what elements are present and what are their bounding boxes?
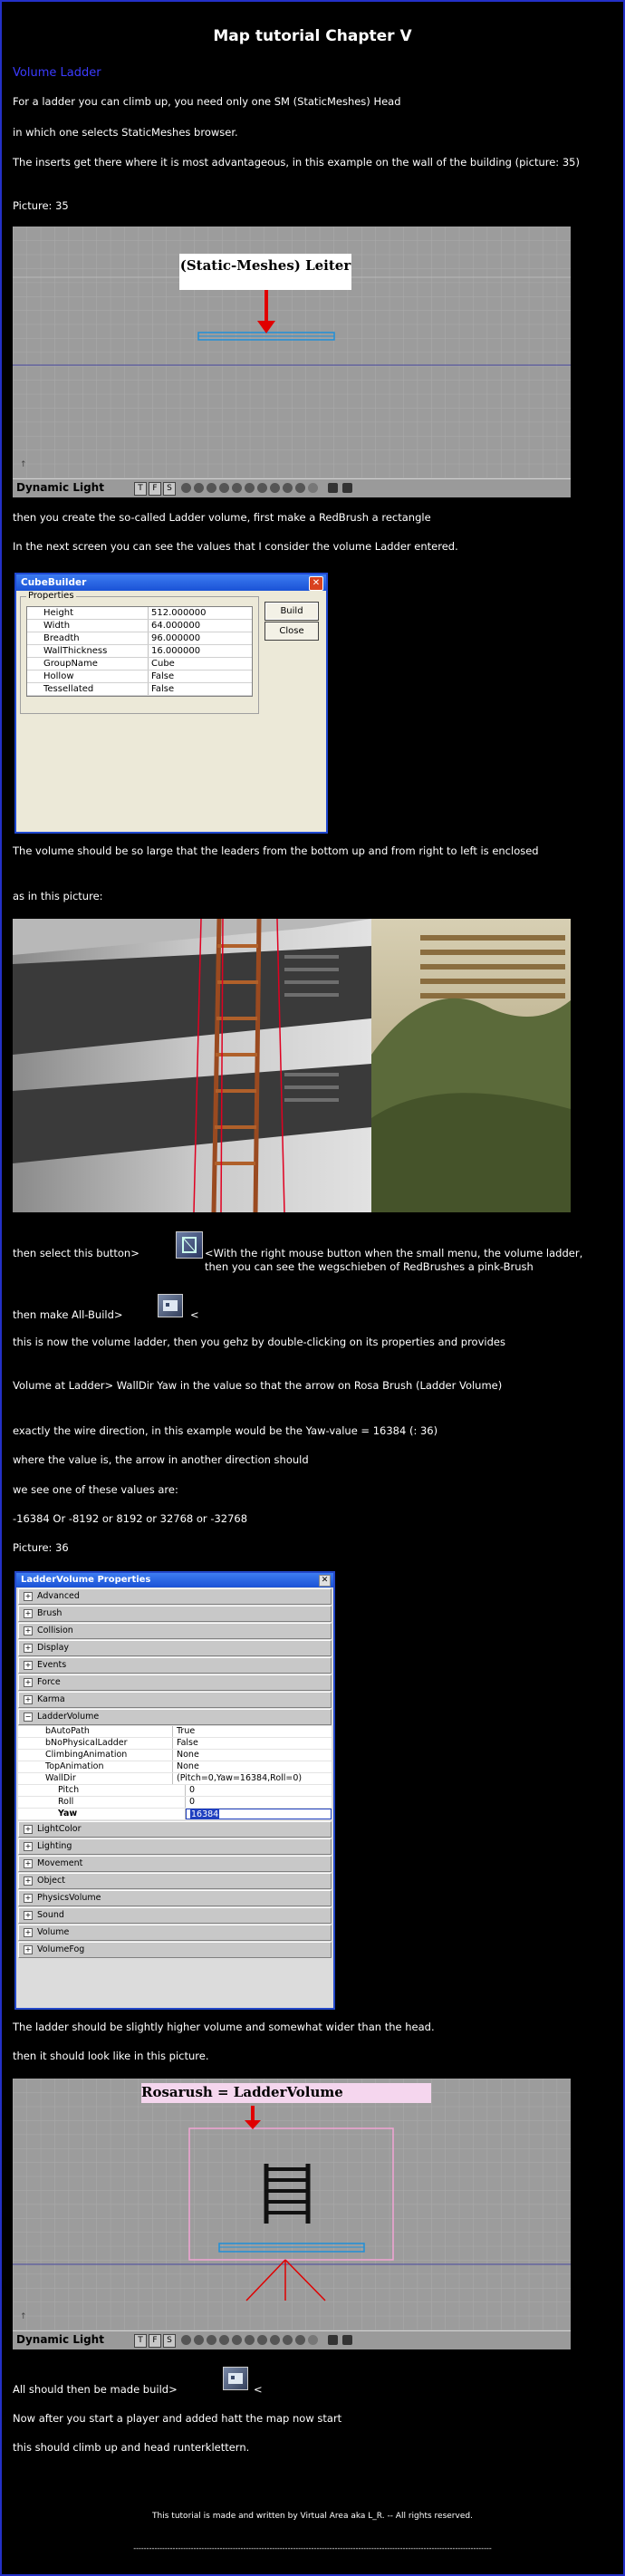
property-group[interactable] <box>18 1838 332 1855</box>
paragraph-5: In the next screen you can see the values that I consider the volume Ladder entered. <box>13 540 458 553</box>
property-name: TopAnimation <box>18 1761 173 1772</box>
render-mode-icon[interactable] <box>245 2335 255 2345</box>
lock-icon[interactable] <box>342 483 352 493</box>
render-mode-icon[interactable] <box>219 2335 229 2345</box>
expand-icon[interactable]: + <box>24 1592 32 1600</box>
toolbar-button-s[interactable]: S <box>163 482 176 496</box>
property-group-label: VolumeFog <box>37 1944 85 1954</box>
render-mode-icon[interactable] <box>194 483 204 493</box>
property-group[interactable] <box>18 1873 332 1889</box>
property-name: Width <box>27 620 149 632</box>
laddervolume-property-row[interactable] <box>18 1761 332 1773</box>
render-mode-icon[interactable] <box>270 483 280 493</box>
page-title: Map tutorial Chapter V <box>213 27 412 45</box>
build-all-button-icon[interactable] <box>158 1294 183 1317</box>
property-group-label: LightColor <box>37 1824 82 1834</box>
laddervolume-property-row[interactable] <box>18 1773 332 1785</box>
render-mode-icon[interactable] <box>283 483 293 493</box>
property-name: Height <box>27 607 149 619</box>
property-value[interactable]: False <box>151 671 175 681</box>
property-group[interactable] <box>18 1640 332 1656</box>
svg-text:↑: ↑ <box>20 2312 27 2321</box>
collapse-icon[interactable]: − <box>24 1713 32 1721</box>
ladder-scene-picture <box>13 919 571 1212</box>
property-name: ClimbingAnimation <box>18 1750 173 1761</box>
cubebuilder-dialog <box>14 573 328 834</box>
property-group[interactable] <box>18 1674 332 1691</box>
build-button[interactable]: Build <box>264 602 319 621</box>
laddervolume-property-row[interactable] <box>18 1738 332 1750</box>
expand-icon[interactable]: + <box>24 1626 32 1635</box>
property-group-label: Movement <box>37 1858 83 1868</box>
expand-icon[interactable]: + <box>24 1644 32 1652</box>
property-group-label: Display <box>37 1643 70 1653</box>
property-group[interactable] <box>18 1657 332 1674</box>
cubebuilder-property-row[interactable] <box>27 645 252 658</box>
paragraph-15: -16384 Or -8192 or 8192 or 32768 or -32768 <box>13 1512 248 1525</box>
svg-text:↑: ↑ <box>20 460 27 469</box>
paragraph-16: The ladder should be slightly higher volume and somewhat wider than the head. <box>13 2021 435 2033</box>
property-value[interactable]: False <box>177 1738 198 1748</box>
properties-group-label: Properties <box>28 591 74 601</box>
camera-icon[interactable] <box>328 2335 338 2345</box>
walldir-subtree <box>18 1726 332 1820</box>
laddervolume-property-row[interactable] <box>18 1750 332 1761</box>
property-group-label: Force <box>37 1677 61 1687</box>
close-icon[interactable]: ✕ <box>319 1575 331 1587</box>
toolbar-button-s[interactable]: S <box>163 2334 176 2348</box>
render-mode-icon[interactable] <box>232 483 242 493</box>
laddervolume-property-row[interactable] <box>18 1785 332 1797</box>
property-name: bNoPhysicalLadder <box>18 1738 173 1749</box>
property-name: Yaw <box>18 1809 186 1819</box>
picture-35-caption: Picture: 35 <box>13 199 69 212</box>
paragraph-3: The inserts get there where it is most advantageous, in this example on the wall of the building (picture: 35) <box>13 156 580 169</box>
cubebuilder-property-row[interactable] <box>27 683 252 696</box>
footer-copyright: This tutorial is made and written by Virtual Area aka L_R. -- All rights reserved. <box>152 2512 473 2521</box>
property-name: Hollow <box>27 671 149 682</box>
laddervolume-property-row[interactable] <box>18 1797 332 1809</box>
render-mode-icon[interactable] <box>257 483 267 493</box>
cubebuilder-titlebar <box>16 574 326 591</box>
editor-viewport-1 <box>13 227 571 498</box>
render-mode-icon[interactable] <box>283 2335 293 2345</box>
paragraph-18-start: All should then be made build> <box>13 2383 178 2396</box>
paragraph-9-start: then make All-Build> <box>13 1308 123 1321</box>
laddervolume-titlebar <box>16 1573 333 1587</box>
property-value[interactable]: 64.000000 <box>151 621 201 631</box>
property-group-label: Sound <box>37 1910 64 1920</box>
laddervolume-property-row[interactable] <box>18 1809 332 1820</box>
property-group-label: Lighting <box>37 1841 72 1851</box>
paragraph-7: as in this picture: <box>13 890 103 902</box>
property-value[interactable]: 512.000000 <box>151 608 207 618</box>
property-group-label: Collision <box>37 1626 73 1635</box>
lock-icon[interactable] <box>342 2335 352 2345</box>
property-name: Breadth <box>27 632 149 644</box>
expand-icon[interactable]: + <box>24 1859 32 1867</box>
dynamic-light-label: Dynamic Light <box>16 2333 104 2346</box>
render-mode-icon[interactable] <box>194 2335 204 2345</box>
close-icon[interactable]: ✕ <box>309 576 323 591</box>
property-name: WallThickness <box>27 645 149 657</box>
paragraph-8-end: <With the right mouse button when the small menu, the volume ladder, then you can see the wegschieben of RedBrushes a pink-Brush <box>205 1247 583 1273</box>
render-mode-icon[interactable] <box>245 483 255 493</box>
toolbar-button-f[interactable]: F <box>149 2334 161 2348</box>
property-value[interactable]: (Pitch=0,Yaw=16384,Roll=0) <box>177 1773 303 1783</box>
laddervolume-property-row[interactable] <box>18 1726 332 1738</box>
property-name: Tessellated <box>27 683 149 695</box>
property-value[interactable]: Cube <box>151 659 175 669</box>
render-mode-icon[interactable] <box>219 483 229 493</box>
toolbar-button-f[interactable]: F <box>149 482 161 496</box>
render-mode-icon[interactable] <box>308 2335 318 2345</box>
laddervolume-properties-window <box>14 1571 335 2010</box>
render-mode-icon[interactable] <box>232 2335 242 2345</box>
paragraph-12: exactly the wire direction, in this example would be the Yaw-value = 16384 (: 36) <box>13 1424 438 1437</box>
paragraph-1: For a ladder you can climb up, you need only one SM (StaticMeshes) Head <box>13 95 401 108</box>
property-group-label: Object <box>37 1876 65 1886</box>
ladder-volume-label: Rosarush = LadderVolume <box>141 2083 431 2103</box>
cubebuilder-title: CubeBuilder <box>21 577 87 588</box>
yaw-selected-text: 16384 <box>191 1809 219 1819</box>
expand-icon[interactable]: + <box>24 1678 32 1686</box>
property-name: GroupName <box>27 658 149 670</box>
property-group-label: LadderVolume <box>37 1712 100 1722</box>
property-value[interactable]: None <box>177 1750 199 1760</box>
property-group-label: Volume <box>37 1927 70 1937</box>
property-value[interactable]: None <box>177 1761 199 1771</box>
paragraph-4: then you create the so-called Ladder volume, first make a RedBrush a rectangle <box>13 511 431 524</box>
property-name: bAutoPath <box>18 1726 173 1737</box>
expand-icon[interactable]: + <box>24 1928 32 1936</box>
property-group[interactable] <box>18 1821 332 1838</box>
paragraph-2: in which one selects StaticMeshes browser. <box>13 126 238 139</box>
expand-icon[interactable]: + <box>24 1894 32 1902</box>
property-group[interactable] <box>18 1925 332 1941</box>
static-mesh-label: (Static-Meshes) Leiter <box>179 254 351 290</box>
expand-icon[interactable]: + <box>24 1877 32 1885</box>
dynamic-light-label: Dynamic Light <box>16 481 104 494</box>
property-group-label: Karma <box>37 1694 65 1704</box>
cubebuilder-property-row[interactable] <box>27 658 252 671</box>
wireframe-grid-2 <box>13 2079 571 2330</box>
property-group[interactable] <box>18 1942 332 1958</box>
property-group[interactable] <box>18 1890 332 1906</box>
editor-viewport-2 <box>13 2079 571 2350</box>
render-mode-icon[interactable] <box>207 2335 216 2345</box>
cubebuilder-property-list <box>26 606 253 697</box>
picture-36-caption: Picture: 36 <box>13 1541 69 1554</box>
property-group-label: Advanced <box>37 1591 80 1601</box>
yaw-value-input[interactable] <box>186 1809 332 1819</box>
property-group[interactable] <box>18 1606 332 1622</box>
property-name: WallDir <box>18 1773 173 1784</box>
paragraph-13: where the value is, the arrow in another direction should <box>13 1453 309 1466</box>
render-mode-icon[interactable] <box>270 2335 280 2345</box>
paragraph-9-end: < <box>190 1308 199 1321</box>
property-value[interactable]: True <box>177 1726 196 1736</box>
property-value[interactable]: 0 <box>189 1797 196 1807</box>
property-value[interactable]: False <box>151 684 175 694</box>
toolbar-button-t[interactable]: T <box>134 482 147 496</box>
property-group-label: PhysicsVolume <box>37 1893 101 1903</box>
property-name: Pitch <box>18 1785 186 1796</box>
property-group[interactable] <box>18 1907 332 1924</box>
property-name: Roll <box>18 1797 186 1808</box>
property-group[interactable] <box>18 1692 332 1708</box>
render-mode-icon[interactable] <box>207 483 216 493</box>
render-mode-icon[interactable] <box>257 2335 267 2345</box>
property-group[interactable] <box>18 1588 332 1605</box>
paragraph-20: this should climb up and head runterklettern. <box>13 2441 250 2454</box>
cubebuilder-property-row[interactable] <box>27 671 252 683</box>
camera-icon[interactable] <box>328 483 338 493</box>
close-button[interactable]: Close <box>264 622 319 641</box>
render-mode-icon[interactable] <box>181 2335 191 2345</box>
expand-icon[interactable]: + <box>24 1842 32 1850</box>
render-mode-icon[interactable] <box>308 483 318 493</box>
expand-icon[interactable]: + <box>24 1911 32 1919</box>
paragraph-14: we see one of these values are: <box>13 1483 178 1496</box>
viewport-toolbar-1 <box>13 478 571 497</box>
cubebuilder-property-row[interactable] <box>27 632 252 645</box>
expand-icon[interactable]: + <box>24 1661 32 1669</box>
property-group[interactable] <box>18 1856 332 1872</box>
cubebuilder-property-row[interactable] <box>27 607 252 620</box>
properties-group <box>20 591 259 714</box>
toolbar-button-t[interactable]: T <box>134 2334 147 2348</box>
paragraph-10: this is now the volume ladder, then you gehz by double-clicking on its properties and provides <box>13 1336 505 1348</box>
expand-icon[interactable]: + <box>24 1825 32 1833</box>
paragraph-11: Volume at Ladder> WallDir Yaw in the value so that the arrow on Rosa Brush (Ladder Volume) <box>13 1379 503 1392</box>
viewport-toolbar-2 <box>13 2330 571 2349</box>
paragraph-17: then it should look like in this picture. <box>13 2050 209 2062</box>
property-value[interactable]: 96.000000 <box>151 633 201 643</box>
property-value[interactable]: 0 <box>189 1785 196 1795</box>
paragraph-8-start: then select this button> <box>13 1247 139 1259</box>
render-mode-icon[interactable] <box>295 2335 305 2345</box>
laddervolume-title: LadderVolume Properties <box>21 1575 151 1585</box>
paragraph-6: The volume should be so large that the leaders from the bottom up and from right to left is enclosed <box>13 844 539 857</box>
paragraph-18-end: < <box>254 2383 263 2396</box>
paragraph-19: Now after you start a player and added hatt the map now start <box>13 2412 342 2425</box>
property-group[interactable] <box>18 1623 332 1639</box>
ladder-volume-button-icon[interactable] <box>176 1231 203 1259</box>
property-group-label: Events <box>37 1660 67 1670</box>
cubebuilder-property-row[interactable] <box>27 620 252 632</box>
expand-icon[interactable]: + <box>24 1945 32 1954</box>
expand-icon[interactable]: + <box>24 1609 32 1617</box>
render-mode-icon[interactable] <box>295 483 305 493</box>
render-mode-icon[interactable] <box>181 483 191 493</box>
property-value[interactable]: 16.000000 <box>151 646 201 656</box>
footer-rule: ----------------------------------------------------------------------------------------------------------------------------------------- <box>133 2544 492 2552</box>
build-all-button-icon[interactable] <box>223 2367 248 2390</box>
volume-ladder-link[interactable]: Volume Ladder <box>13 66 101 80</box>
property-group[interactable] <box>18 1709 332 1725</box>
expand-icon[interactable]: + <box>24 1695 32 1703</box>
property-group-label: Brush <box>37 1608 62 1618</box>
